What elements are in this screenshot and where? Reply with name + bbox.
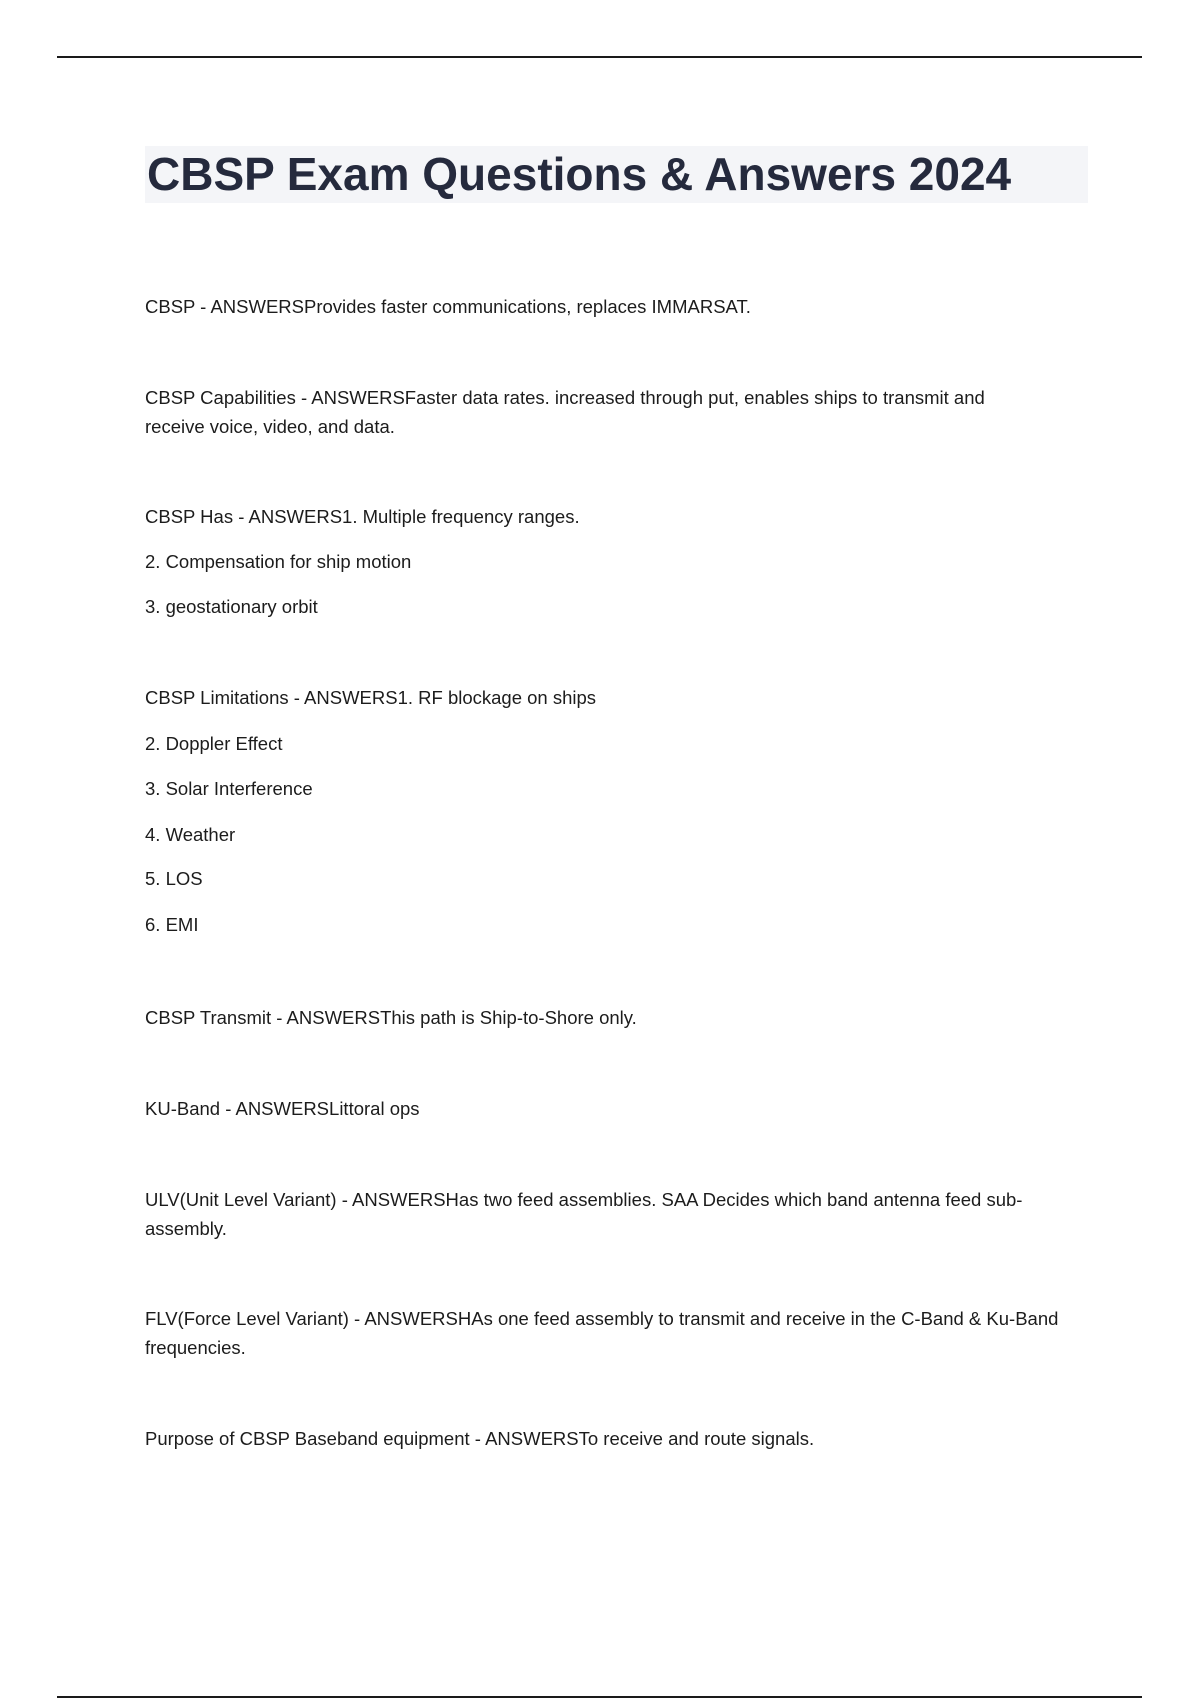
qa-item — [145, 1304, 1090, 1362]
bottom-rule — [57, 1696, 1142, 1698]
qa-item — [145, 1094, 1090, 1123]
document-title: CBSP Exam Questions & Answers 2024 — [147, 148, 1012, 200]
qa-text: Purpose of CBSP Baseband equipment - ANSWERSTo receive and route signals. — [145, 1428, 815, 1449]
qa-list-item: 2. Doppler Effect — [145, 733, 283, 754]
qa-list-item: 5. LOS — [145, 868, 203, 889]
qa-text: CBSP - ANSWERSProvides faster communications, replaces IMMARSAT. — [145, 296, 751, 317]
qa-text: CBSP Has - ANSWERS1. Multiple frequency ranges. — [145, 506, 580, 527]
qa-list-item: 3. Solar Interference — [145, 778, 313, 799]
qa-item — [145, 1424, 1090, 1453]
qa-item — [145, 292, 1090, 321]
qa-text: KU-Band - ANSWERSLittoral ops — [145, 1098, 420, 1119]
qa-item — [145, 683, 1090, 935]
qa-item — [145, 383, 1090, 441]
qa-text: CBSP Limitations - ANSWERS1. RF blockage on ships — [145, 687, 597, 708]
top-rule — [57, 56, 1142, 58]
title-banner — [145, 146, 1088, 203]
qa-list-item: 2. Compensation for ship motion — [145, 551, 412, 572]
qa-text: CBSP Transmit - ANSWERSThis path is Ship-to-Shore only. — [145, 1007, 637, 1028]
qa-text: ULV(Unit Level Variant) - ANSWERSHas two feed assemblies. SAA Decides which band antenna feed sub-assembly. — [145, 1189, 1023, 1239]
qa-list-item: 6. EMI — [145, 914, 199, 935]
qa-text: FLV(Force Level Variant) - ANSWERSHAs one feed assembly to transmit and receive in the C-Band & Ku-Band frequencies. — [145, 1308, 1059, 1358]
qa-item — [145, 1003, 1090, 1032]
qa-text: CBSP Capabilities - ANSWERSFaster data rates. increased through put, enables ships to transmit and receive voice, video, and data. — [145, 387, 985, 437]
qa-list-item: 3. geostationary orbit — [145, 596, 318, 617]
qa-list-item: 4. Weather — [145, 824, 236, 845]
qa-item — [145, 1185, 1090, 1243]
qa-item — [145, 502, 1090, 617]
